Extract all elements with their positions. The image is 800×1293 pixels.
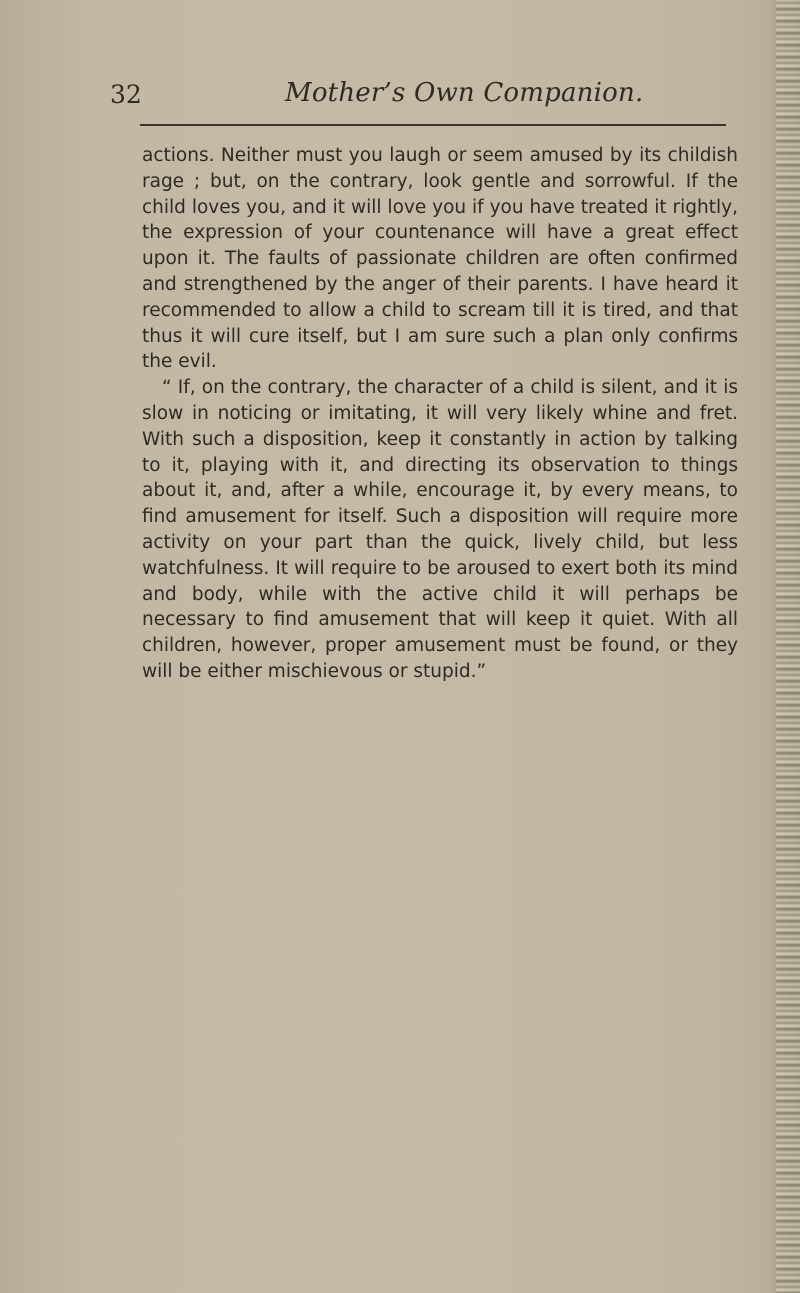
header-rule: [140, 124, 726, 126]
book-title: Mother’s Own Companion.: [285, 78, 644, 108]
running-head: [110, 72, 740, 112]
paragraph-1: actions. Neither must you laugh or seem amused by its childish rage ; but, on the contrary, look gentle and sorrowful. If the child loves you, and it will love you if you have treated it rightly, the expression of your countenance will have a great effect upon it. The faults of passionate children are often confirmed and strengthened by the anger of their parents. I have heard it recommended to allow a child to scream till it is tired, and that thus it will cure itself, but I am sure such a plan only confirms the evil.: [142, 145, 738, 373]
body-text: [142, 143, 738, 685]
page-number: 32: [110, 80, 142, 109]
paragraph-2: “ If, on the contrary, the character of a child is silent, and it is slow in noticing or imitating, it will very likely whine and fret. With such a disposition, keep it constantly in action by talking to it, playing with it, and directing its observation to things about it, and, after a while, encourage it, by every means, to find amusement for itself. Such a disposition will require more activity on your part than the quick, lively child, but less watchfulness. It will require to be aroused to exert both its mind and body, while with the active child it will perhaps be necessary to find amusement that will keep it quiet. With all children, however, proper amusement must be found, or they will be either mischievous or stupid.”: [142, 377, 738, 682]
page-edge: [776, 0, 800, 1293]
